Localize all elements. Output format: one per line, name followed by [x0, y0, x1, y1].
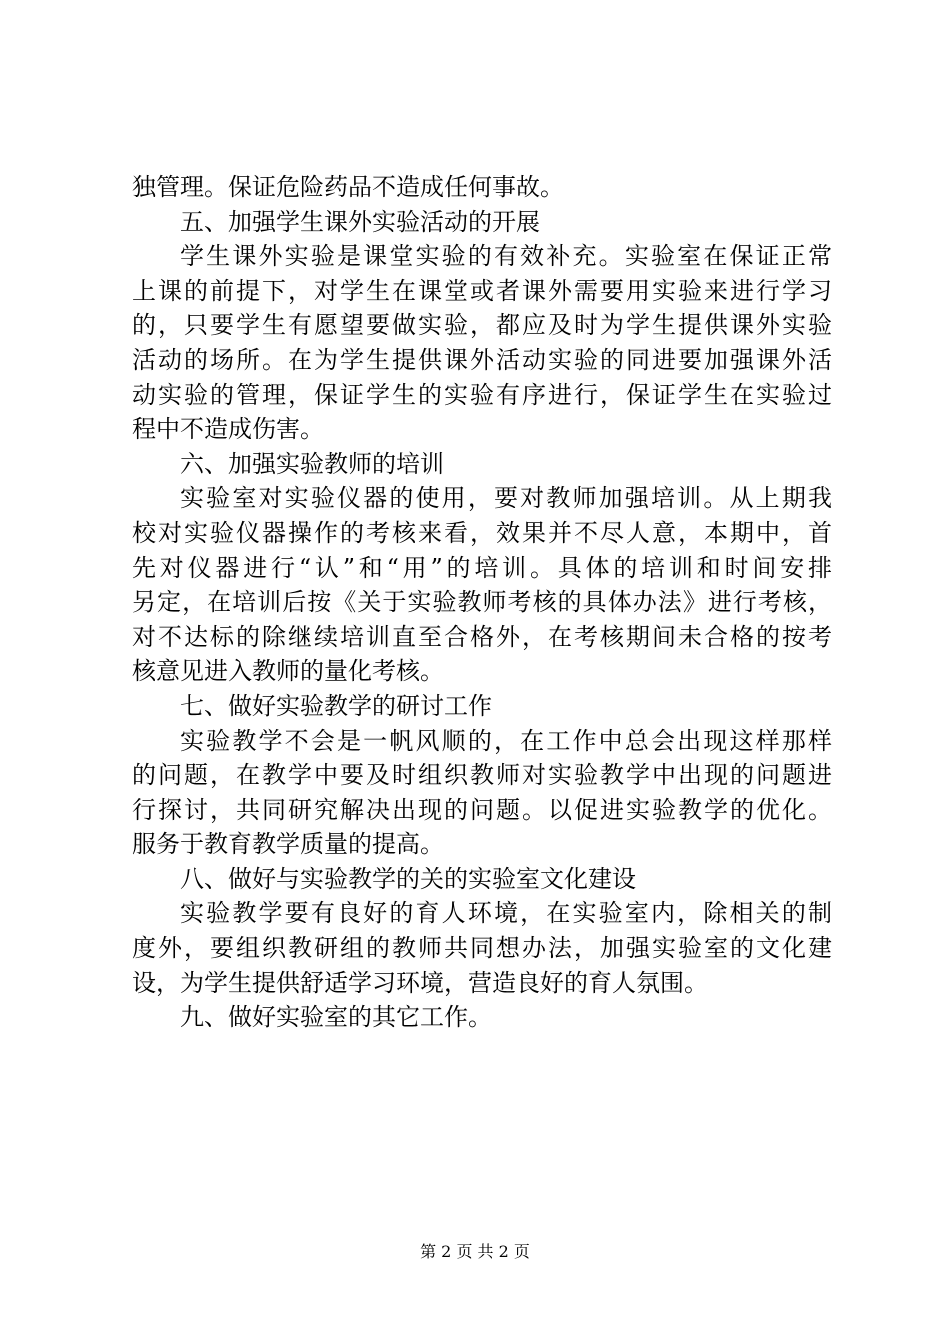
text-line: 度外，要组织教研组的教师共同想办法，加强实验室的文化建 [132, 934, 832, 963]
text-line: 服务于教育教学质量的提高。 [132, 830, 444, 859]
text-line: 对不达标的除继续培训直至合格外，在考核期间未合格的按考 [132, 622, 832, 651]
text-line: 上课的前提下，对学生在课堂或者课外需要用实验来进行学习 [132, 276, 832, 305]
page-footer [0, 1242, 950, 1262]
text-line: 核意见进入教师的量化考核。 [132, 657, 444, 686]
text-line: 的问题，在教学中要及时组织教师对实验教学中出现的问题进 [132, 761, 832, 790]
text-line: 的，只要学生有愿望要做实验，都应及时为学生提供课外实验 [132, 311, 832, 340]
section-heading: 六、加强实验教师的培训 [180, 449, 444, 478]
page-number: 第 2 页 共 2 页 [420, 1242, 530, 1261]
document-body [132, 170, 832, 1035]
text-line: 实验室对实验仪器的使用，要对教师加强培训。从上期我 [180, 484, 832, 513]
text-line: 实验教学不会是一帆风顺的，在工作中总会出现这样那样 [180, 726, 832, 755]
text-line: 设，为学生提供舒适学习环境，营造良好的育人氛围。 [132, 968, 708, 997]
text-line: 实验教学要有良好的育人环境，在实验室内，除相关的制 [180, 899, 832, 928]
text-line: 另定，在培训后按《关于实验教师考核的具体办法》进行考核， [132, 588, 832, 617]
text-line: 程中不造成伤害。 [132, 415, 324, 444]
text-line: 先对仪器进行“认”和“用”的培训。具体的培训和时间安排 [132, 553, 832, 582]
section-heading: 八、做好与实验教学的关的实验室文化建设 [180, 864, 636, 893]
text-line: 校对实验仪器操作的考核来看，效果并不尽人意，本期中，首 [132, 518, 832, 547]
section-heading: 七、做好实验教学的研讨工作 [180, 691, 492, 720]
section-heading: 五、加强学生课外实验活动的开展 [180, 207, 540, 236]
text-line: 学生课外实验是课堂实验的有效补充。实验室在保证正常 [180, 242, 832, 271]
text-line: 动实验的管理，保证学生的实验有序进行，保证学生在实验过 [132, 380, 832, 409]
text-line: 行探讨，共同研究解决出现的问题。以促进实验教学的优化。 [132, 795, 832, 824]
section-heading: 九、做好实验室的其它工作。 [180, 1003, 492, 1032]
text-line: 活动的场所。在为学生提供课外活动实验的同进要加强课外活 [132, 345, 832, 374]
text-line: 独管理。保证危险药品不造成任何事故。 [132, 173, 564, 201]
